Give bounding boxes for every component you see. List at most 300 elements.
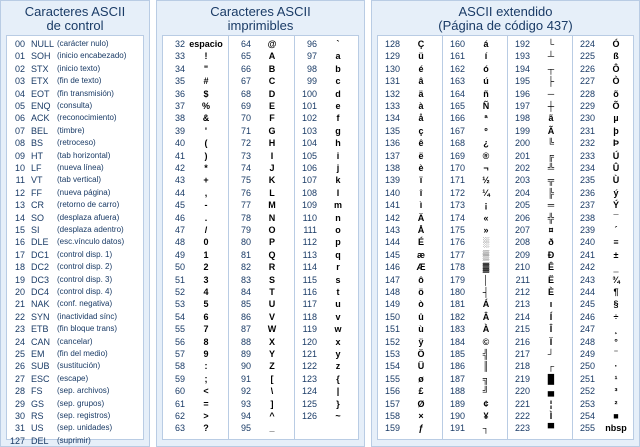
char-code: 89 [240, 349, 251, 359]
char-glyph: ╣ [482, 349, 490, 359]
char-code: 70 [240, 113, 251, 124]
table-row [163, 311, 229, 323]
char-glyph: Ó [612, 39, 620, 49]
table-row [573, 174, 638, 186]
char-code: 166 [449, 113, 465, 124]
table-row [163, 298, 229, 310]
char-code: 86 [240, 311, 251, 322]
char-code: 187 [449, 373, 465, 384]
table-row [443, 336, 508, 348]
char-code: 29 [14, 398, 25, 409]
char-code: 45 [174, 200, 185, 211]
control-panel-title [1, 5, 149, 33]
char-code: 245 [579, 299, 595, 310]
table-row [378, 298, 443, 310]
char-code: 225 [579, 51, 595, 62]
char-glyph: N [268, 212, 276, 223]
char-code: 65 [240, 51, 251, 62]
control-description: (desplaza afuera) [57, 212, 120, 222]
control-chars-panel [0, 0, 150, 447]
char-glyph: å [418, 113, 424, 124]
char-code: 142 [384, 212, 400, 223]
char-glyph: q [335, 249, 341, 260]
char-code: 164 [449, 88, 465, 99]
char-code: 178 [449, 262, 465, 273]
control-description: (fin del medio) [57, 349, 108, 358]
char-glyph: g [335, 125, 341, 136]
table-row [443, 162, 508, 174]
char-code: 66 [240, 63, 251, 74]
char-glyph: 2 [203, 262, 209, 273]
char-code: 58 [174, 361, 185, 372]
table-row [295, 100, 361, 112]
table-row [573, 187, 638, 199]
char-code: 35 [174, 76, 185, 87]
char-glyph: Ç [417, 39, 425, 49]
char-glyph: ñ [483, 88, 489, 99]
control-abbr: HT [31, 150, 43, 161]
char-glyph: H [268, 138, 276, 149]
table-row [573, 50, 638, 62]
char-glyph: s [335, 274, 341, 285]
table-row [295, 199, 361, 211]
table-row [573, 125, 638, 137]
char-glyph: ³ [614, 386, 618, 397]
control-abbr: ESC [31, 373, 50, 384]
char-code: 76 [240, 187, 251, 198]
table-row [573, 112, 638, 124]
char-code: 205 [514, 200, 530, 211]
char-code: 141 [384, 200, 400, 211]
char-glyph: û [418, 311, 424, 322]
table-row [163, 63, 229, 75]
char-code: 102 [301, 113, 317, 124]
char-code: 144 [384, 237, 400, 248]
char-code: 221 [514, 398, 530, 409]
char-glyph: Ë [547, 274, 554, 285]
table-row [229, 38, 295, 50]
char-glyph: u [335, 299, 341, 310]
char-code: 192 [514, 39, 530, 49]
char-code: 217 [514, 349, 530, 359]
table-row [443, 236, 508, 248]
char-code: 48 [174, 237, 185, 248]
table-row [378, 174, 443, 186]
table-row [443, 249, 508, 261]
control-description: (sep. archivos) [57, 386, 110, 396]
control-description: (desplaza adentro) [57, 225, 124, 234]
char-code: 121 [301, 349, 317, 359]
table-row [163, 348, 229, 360]
control-description: (retorno de carro) [57, 200, 120, 210]
char-glyph: d [335, 88, 341, 99]
table-row [378, 286, 443, 298]
table-row [508, 360, 573, 372]
char-code: 150 [384, 311, 400, 322]
table-row [443, 150, 508, 162]
table-row [7, 88, 143, 100]
char-code: 137 [384, 150, 400, 161]
table-row [229, 50, 295, 62]
table-row [295, 360, 361, 372]
char-code: 195 [514, 76, 530, 87]
table-row [378, 75, 443, 87]
char-code: 158 [384, 411, 400, 421]
char-glyph: ╗ [482, 373, 490, 384]
table-row [7, 187, 143, 199]
char-code: 148 [384, 287, 400, 297]
char-code: 108 [301, 187, 317, 198]
char-code: 161 [449, 51, 465, 62]
char-code: 228 [579, 88, 595, 99]
table-row [443, 137, 508, 149]
table-row [443, 410, 508, 422]
table-row [443, 348, 508, 360]
char-code: 50 [174, 262, 185, 273]
char-glyph: ½ [482, 175, 490, 186]
char-code: 246 [579, 311, 595, 322]
table-row [573, 212, 638, 224]
char-code: 82 [240, 262, 251, 273]
char-code: 186 [449, 361, 465, 372]
char-glyph: { [336, 373, 340, 384]
char-glyph: ▒ [482, 249, 490, 260]
char-code: 199 [514, 125, 530, 136]
char-code: 05 [14, 101, 25, 111]
char-glyph: v [335, 311, 341, 322]
table-row [508, 162, 573, 174]
char-code: 26 [14, 361, 25, 372]
table-row [163, 174, 229, 186]
char-code: 19 [14, 274, 25, 285]
char-glyph: _ [269, 423, 275, 434]
char-glyph: ü [418, 51, 424, 62]
control-abbr: GS [31, 398, 45, 409]
char-code: 202 [514, 163, 530, 173]
table-row [378, 274, 443, 286]
char-glyph: 3 [203, 274, 209, 285]
char-code: 131 [384, 76, 400, 87]
table-row [378, 199, 443, 211]
char-code: 30 [14, 411, 25, 421]
char-glyph: ¢ [483, 398, 489, 409]
char-code: 145 [384, 249, 400, 260]
table-row [295, 410, 361, 422]
table-row [443, 323, 508, 335]
table-row [229, 323, 295, 335]
control-abbr: CR [31, 200, 44, 211]
char-glyph: ı [549, 299, 553, 310]
table-row [508, 63, 573, 75]
char-code: 96 [306, 39, 317, 49]
char-glyph: ‗ [613, 262, 619, 273]
char-code: 250 [579, 361, 595, 372]
char-code: 190 [449, 411, 465, 421]
table-row [443, 286, 508, 298]
char-glyph: b [335, 63, 341, 74]
char-glyph: Û [612, 163, 620, 173]
table-row [295, 236, 361, 248]
char-code: 147 [384, 274, 400, 285]
table-row [295, 385, 361, 397]
table-row [508, 323, 573, 335]
control-table [6, 35, 144, 446]
control-description: (fin bloque trans) [57, 324, 118, 334]
char-glyph: S [268, 274, 275, 285]
char-code: 72 [240, 138, 251, 149]
printable-title-line2: imprimibles [227, 18, 294, 33]
table-row [163, 137, 229, 149]
table-row [229, 398, 295, 410]
char-code: 130 [384, 63, 400, 74]
char-code: 120 [301, 336, 317, 347]
char-glyph: R [268, 262, 276, 273]
table-row [508, 50, 573, 62]
table-row [163, 422, 229, 434]
char-code: 176 [449, 237, 465, 248]
control-description: (suprimir) [57, 435, 91, 445]
char-code: 170 [449, 163, 465, 173]
char-code: 74 [240, 163, 251, 173]
char-code: 02 [14, 63, 25, 74]
char-code: 17 [14, 249, 25, 260]
char-code: 248 [579, 336, 595, 347]
char-code: 160 [449, 39, 465, 49]
char-code: 219 [514, 373, 530, 384]
table-row [229, 336, 295, 348]
char-code: 173 [449, 200, 465, 211]
table-row [508, 249, 573, 261]
char-glyph: É [417, 237, 424, 248]
printable-panel-title [157, 5, 364, 33]
table-row [508, 348, 573, 360]
table-row [295, 174, 361, 186]
char-code: 60 [174, 386, 185, 397]
table-row [378, 360, 443, 372]
table-row [573, 150, 638, 162]
control-description: (cancelar) [57, 336, 93, 346]
table-row [7, 422, 143, 434]
table-row [443, 422, 508, 434]
char-glyph: , [204, 187, 208, 198]
control-description: (reconocimiento) [57, 113, 117, 123]
char-glyph: ó [483, 63, 489, 74]
char-glyph: ¯ [613, 212, 619, 223]
char-code: 174 [449, 212, 465, 223]
char-code: 251 [579, 373, 595, 384]
char-glyph: j [336, 163, 340, 173]
table-row [7, 336, 143, 348]
table-row [508, 311, 573, 323]
char-glyph: ] [270, 398, 274, 409]
table-row [573, 38, 638, 50]
char-code: 21 [14, 299, 25, 310]
char-code: 54 [174, 311, 185, 322]
char-code: 62 [174, 411, 185, 421]
char-glyph: z [335, 361, 341, 372]
table-row [573, 137, 638, 149]
char-glyph: ▄ [547, 386, 555, 397]
table-row [378, 323, 443, 335]
char-code: 175 [449, 225, 465, 235]
char-code: 149 [384, 299, 400, 310]
control-abbr: BS [31, 138, 44, 149]
char-code: 97 [306, 51, 317, 62]
table-row [378, 398, 443, 410]
table-row [508, 112, 573, 124]
char-code: 168 [449, 138, 465, 149]
char-glyph: 9 [203, 349, 209, 359]
extended-chars-panel [371, 0, 640, 447]
char-code: 06 [14, 113, 25, 124]
table-row [508, 410, 573, 422]
char-glyph: Y [268, 349, 275, 359]
table-row [7, 162, 143, 174]
char-glyph: î [419, 187, 423, 198]
char-glyph: ¸ [614, 324, 618, 335]
char-code: 73 [240, 150, 251, 161]
control-description: (sep. grupos) [57, 398, 105, 408]
char-code: 226 [579, 63, 595, 74]
char-glyph: È [547, 287, 554, 297]
control-abbr: SOH [31, 51, 51, 62]
table-row [163, 38, 229, 50]
char-glyph: ® [482, 150, 490, 161]
char-code: 105 [301, 150, 317, 161]
char-glyph: ¥ [483, 411, 489, 421]
table-row [229, 187, 295, 199]
table-row [295, 336, 361, 348]
table-row [7, 137, 143, 149]
char-glyph: ║ [482, 361, 490, 372]
char-glyph: 7 [203, 324, 209, 335]
char-glyph: ú [483, 76, 489, 87]
table-row [573, 398, 638, 410]
table-row [443, 298, 508, 310]
table-row [163, 385, 229, 397]
char-glyph: ò [418, 299, 424, 310]
control-abbr: SYN [31, 311, 50, 322]
control-abbr: SUB [31, 361, 50, 372]
char-code: 43 [174, 175, 185, 186]
char-glyph: Á [482, 299, 490, 310]
extended-panel-title [372, 5, 639, 33]
table-row [573, 422, 638, 434]
table-row [295, 274, 361, 286]
char-glyph: ` [336, 39, 340, 49]
char-code: 236 [579, 187, 595, 198]
char-code: 213 [514, 299, 530, 310]
char-code: 91 [240, 373, 251, 384]
char-code: 134 [384, 113, 400, 124]
char-glyph: è [418, 163, 424, 173]
table-row [573, 63, 638, 75]
char-code: 90 [240, 361, 251, 372]
table-row [7, 385, 143, 397]
control-abbr: DC1 [31, 249, 50, 260]
table-row [163, 100, 229, 112]
char-glyph: ô [418, 274, 424, 285]
control-description: (retroceso) [57, 138, 96, 148]
char-code: 03 [14, 76, 25, 87]
control-abbr: VT [31, 175, 43, 186]
char-code: 07 [14, 125, 25, 136]
char-glyph: ± [613, 249, 619, 260]
table-row [7, 398, 143, 410]
char-glyph: ¿ [483, 138, 489, 149]
char-glyph: a [335, 51, 341, 62]
char-code: 157 [384, 398, 400, 409]
table-row [163, 224, 229, 236]
char-code: 20 [14, 287, 25, 297]
char-glyph: ´ [614, 225, 618, 235]
char-glyph: ┬ [547, 63, 555, 74]
char-code: 218 [514, 361, 530, 372]
char-glyph: " [203, 63, 209, 74]
char-code: 235 [579, 175, 595, 186]
char-glyph: J [269, 163, 275, 173]
table-row [573, 274, 638, 286]
char-code: 53 [174, 299, 185, 310]
control-description: (fin de texto) [57, 76, 102, 86]
char-glyph: « [483, 212, 489, 223]
char-code: 04 [14, 88, 25, 99]
char-glyph: Â [482, 311, 490, 322]
table-row [229, 100, 295, 112]
table-row [508, 298, 573, 310]
char-glyph: ¤ [548, 225, 554, 235]
char-code: 41 [174, 150, 185, 161]
char-code: 220 [514, 386, 530, 397]
char-code: 125 [301, 398, 317, 409]
control-abbr: DC3 [31, 274, 50, 285]
table-row [378, 112, 443, 124]
table-row [443, 212, 508, 224]
char-code: 206 [514, 212, 530, 223]
char-code: 132 [384, 88, 400, 99]
char-code: 109 [301, 200, 317, 211]
char-code: 112 [302, 237, 317, 248]
char-glyph: G [268, 125, 276, 136]
table-row [163, 162, 229, 174]
char-glyph: $ [203, 88, 209, 99]
control-title-line2: de control [46, 18, 104, 33]
table-row [508, 125, 573, 137]
char-glyph: V [268, 311, 275, 322]
table-row [295, 373, 361, 385]
char-glyph: B [268, 63, 276, 74]
table-row [7, 236, 143, 248]
table-row [229, 75, 295, 87]
table-row [378, 410, 443, 422]
char-glyph: ╚ [547, 138, 555, 149]
char-glyph: ╠ [547, 187, 555, 198]
char-glyph: - [204, 200, 208, 211]
table-row [295, 323, 361, 335]
table-row [573, 199, 638, 211]
table-row [163, 88, 229, 100]
char-code: 241 [579, 249, 595, 260]
char-code: 181 [449, 299, 465, 310]
char-code: 249 [579, 349, 595, 359]
table-row [7, 174, 143, 186]
control-abbr: STX [31, 63, 49, 74]
table-row [163, 261, 229, 273]
char-glyph: ç [418, 125, 424, 136]
char-code: 100 [301, 88, 317, 99]
char-code: 92 [240, 386, 251, 397]
char-code: 49 [174, 249, 185, 260]
